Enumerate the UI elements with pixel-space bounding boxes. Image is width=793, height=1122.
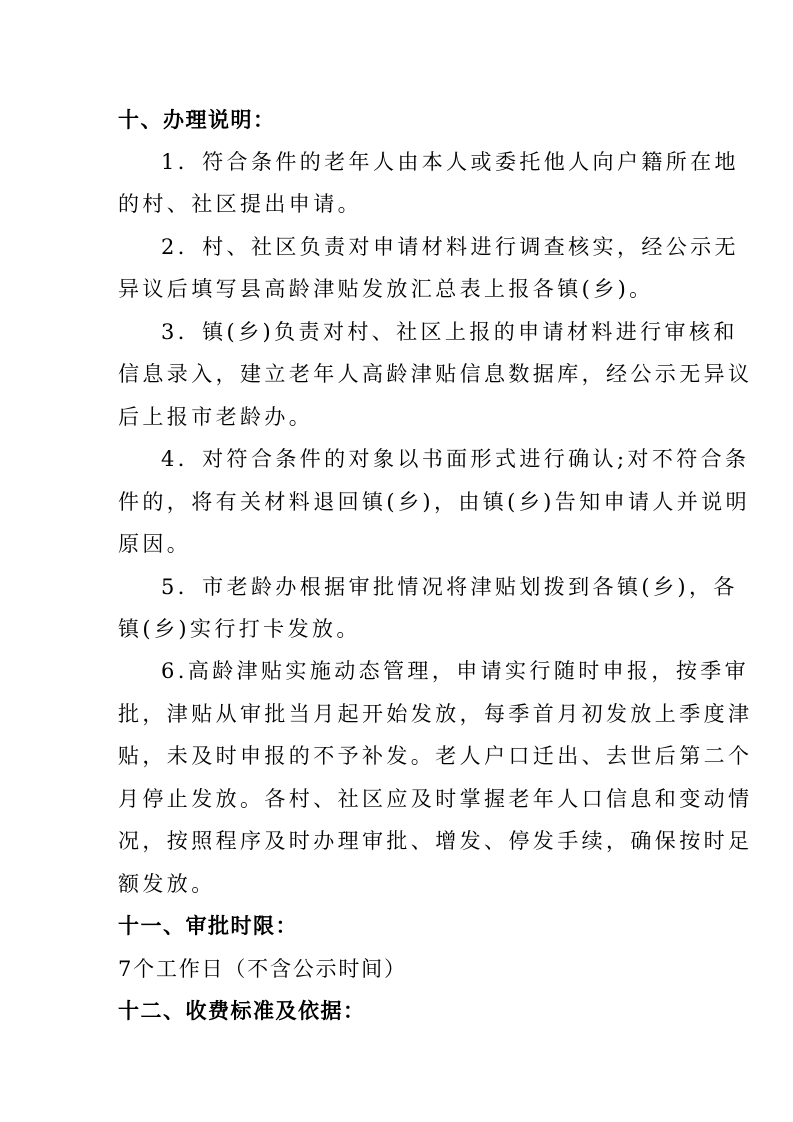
paragraph-4-line-2: 件的，将有关材料退回镇(乡)，由镇(乡)告知申请人并说明 [118, 490, 750, 514]
paragraph-1-line-1: 1．符合条件的老年人由本人或委托他人向户籍所在地 [161, 150, 739, 174]
paragraph-2-line-1: 2．村、社区负责对申请材料进行调查核实，经公示无 [161, 235, 739, 259]
section-12-heading: 十二、收费标准及依据： [118, 999, 366, 1023]
paragraph-3-line-2: 信息录入，建立老年人高龄津贴信息数据库，经公示无异议 [118, 362, 753, 386]
section-11-heading: 十一、审批时限： [118, 914, 298, 938]
paragraph-5-line-1: 5．市老龄办根据审批情况将津贴划拨到各镇(乡)，各 [161, 575, 738, 599]
approval-time-text: 7个工作日（不含公示时间） [118, 957, 407, 981]
paragraph-4-line-3: 原因。 [118, 532, 192, 556]
paragraph-6-line-4: 月停止发放。各村、社区应及时掌握老年人口信息和变动情 [118, 787, 753, 811]
paragraph-3-line-1: 3．镇(乡)负责对村、社区上报的申请材料进行审核和 [161, 320, 738, 344]
paragraph-6-line-6: 额发放。 [118, 872, 216, 896]
paragraph-2-line-2: 异议后填写县高龄津贴发放汇总表上报各镇(乡)。 [118, 277, 654, 301]
paragraph-6-line-1: 6.高龄津贴实施动态管理，申请实行随时申报，按季审 [161, 659, 750, 683]
section-10-heading: 十、办理说明： [118, 108, 276, 132]
paragraph-5-line-2: 镇(乡)实行打卡发放。 [118, 617, 361, 641]
paragraph-1-line-2: 的村、社区提出申请。 [118, 192, 362, 216]
paragraph-6-line-3: 贴，未及时申报的不予补发。老人户口迁出、去世后第二个 [118, 744, 753, 768]
paragraph-3-line-3: 后上报市老龄办。 [118, 405, 314, 429]
paragraph-6-line-5: 况，按照程序及时办理审批、增发、停发手续，确保按时足 [118, 829, 753, 853]
paragraph-4-line-1: 4．对符合条件的对象以书面形式进行确认;对不符合条 [161, 447, 750, 471]
paragraph-6-line-2: 批，津贴从审批当月起开始发放，每季首月初发放上季度津 [118, 702, 753, 726]
